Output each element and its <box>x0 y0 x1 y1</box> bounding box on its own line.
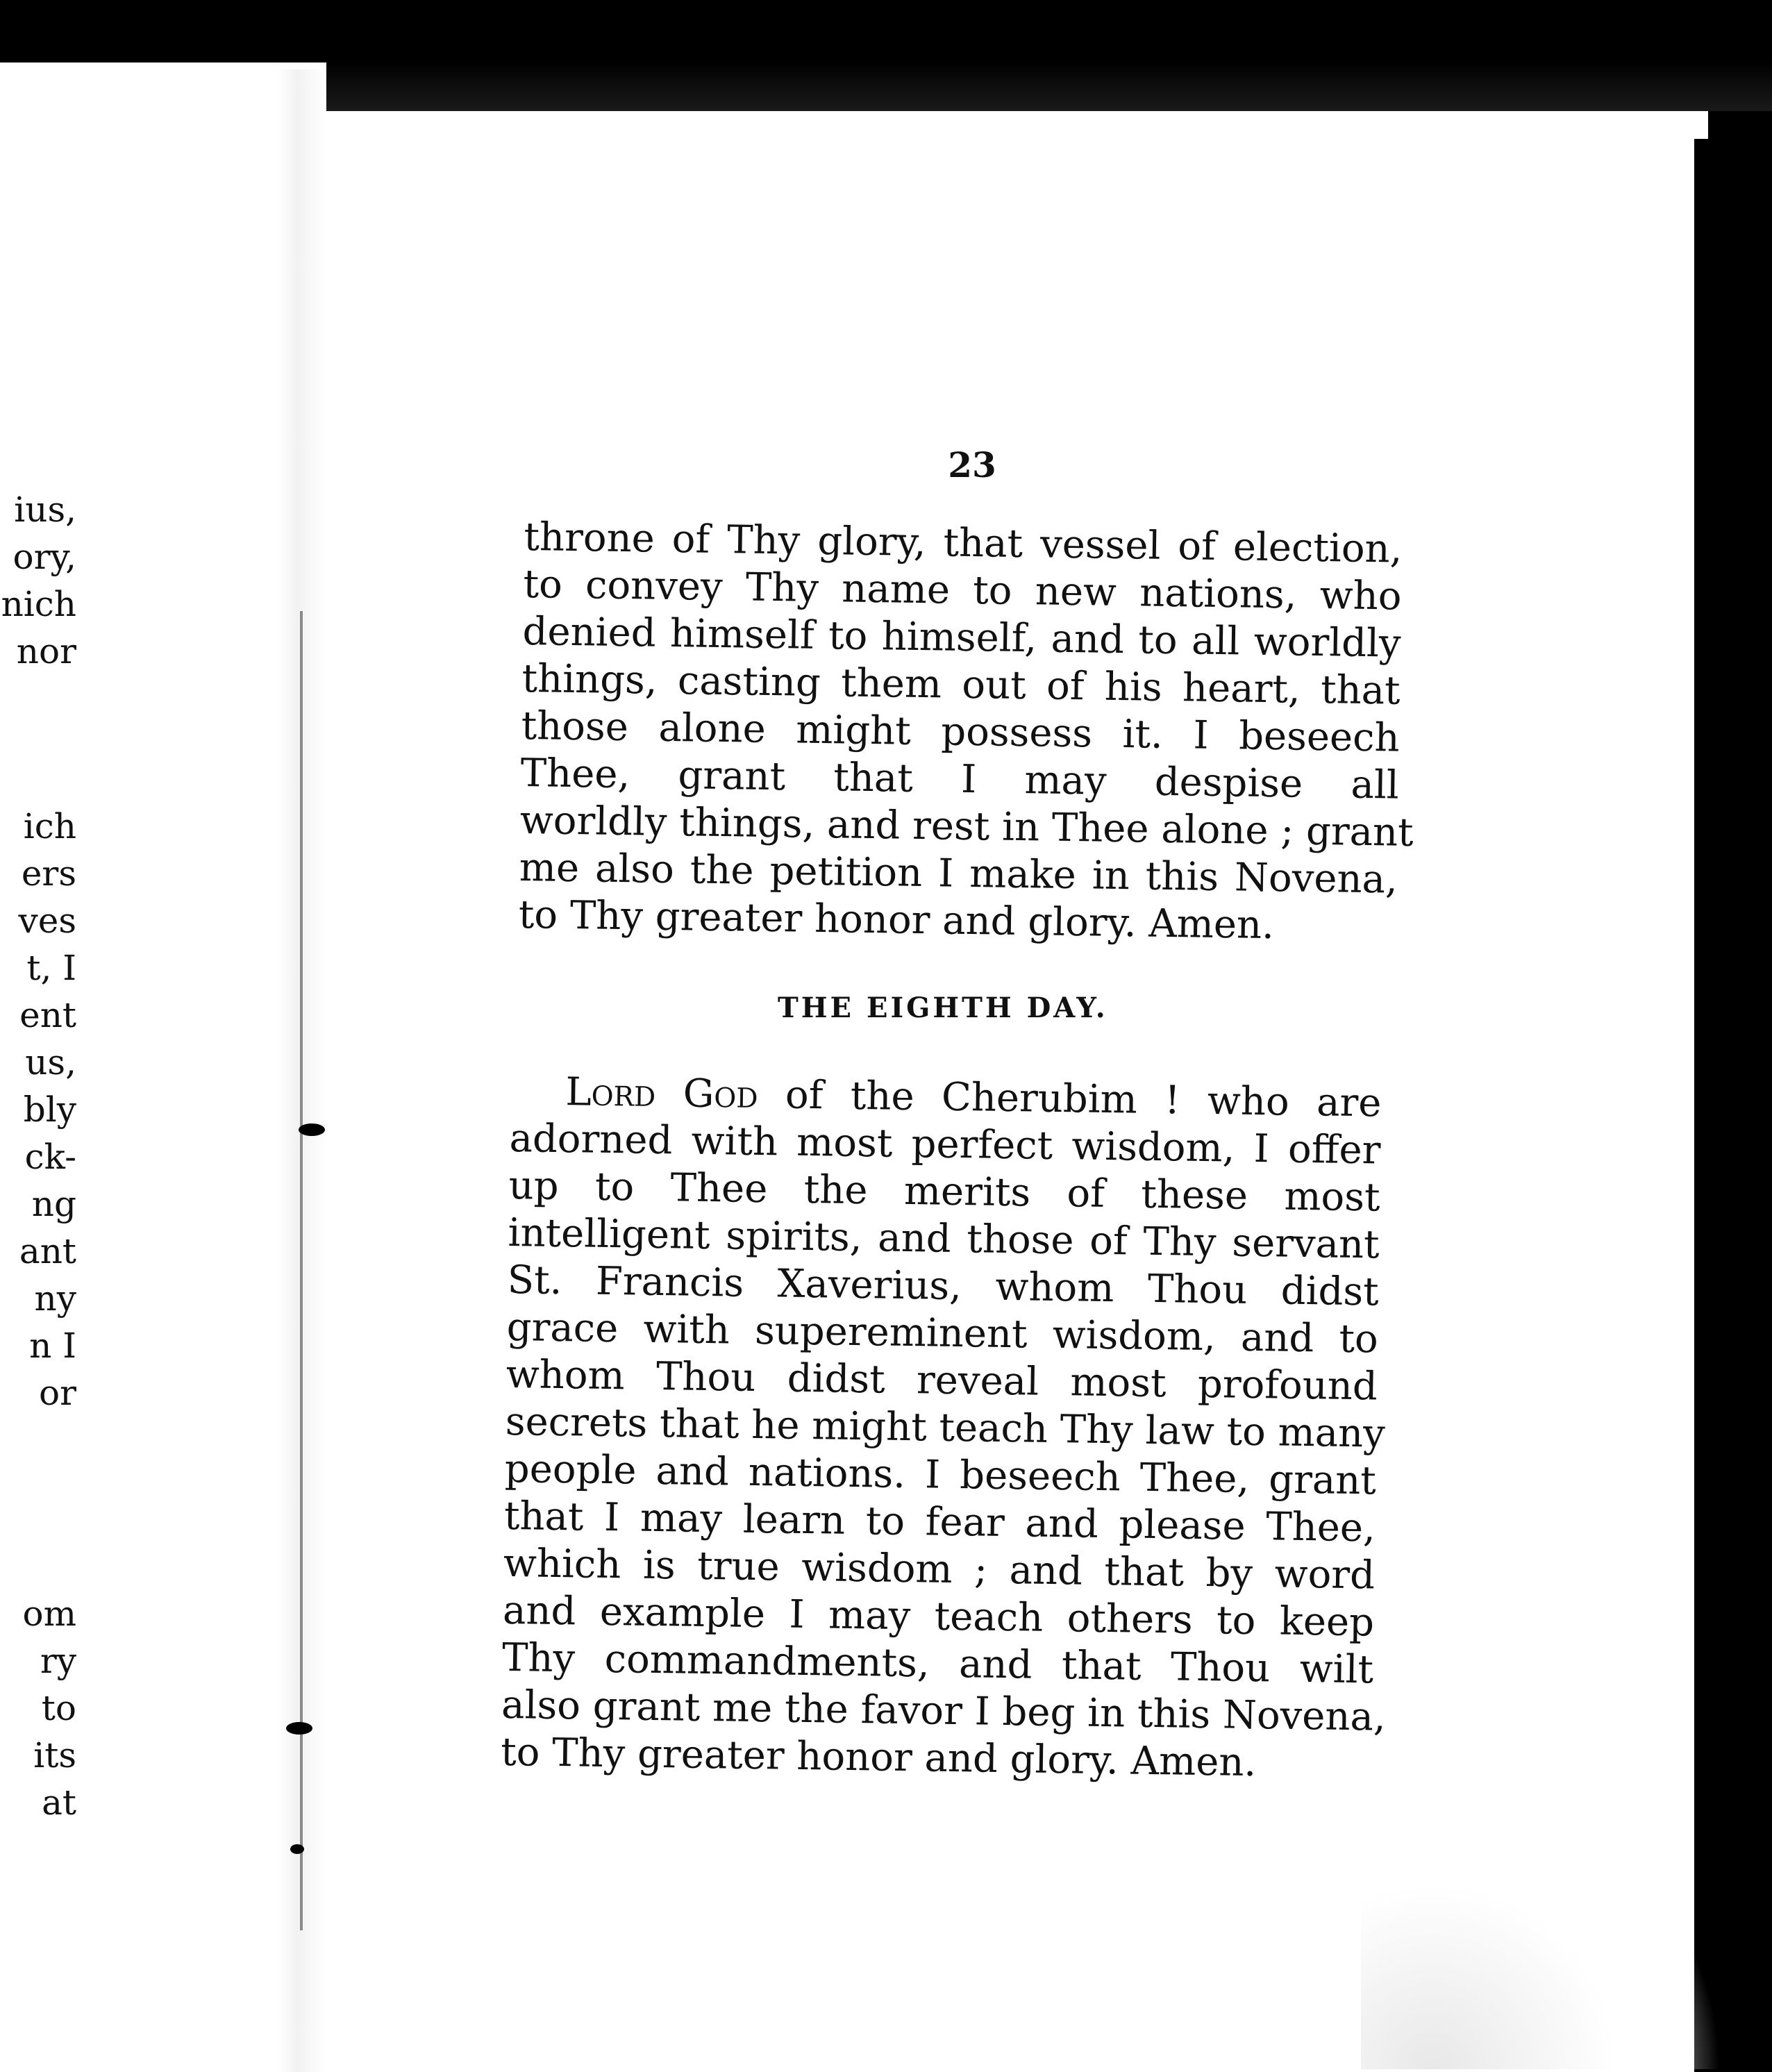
left-fragment: bly <box>23 1089 76 1130</box>
section-heading: THE EIGHTH DAY. <box>778 992 1108 1024</box>
text-line: worldly things, and rest in Thee alone ; grant <box>519 797 1414 855</box>
left-fragment: ich <box>23 806 76 846</box>
page-corner-curl <box>1361 1778 1722 2069</box>
left-fragment: ers <box>21 853 76 894</box>
text-line: denied himself to himself, and to all worldly <box>522 608 1401 667</box>
text-line: grace with supereminent wisdom, and to <box>506 1304 1379 1362</box>
left-fragment: at <box>42 1782 76 1823</box>
text-line: that I may learn to fear and please Thee, <box>503 1493 1376 1551</box>
left-fragment: or <box>38 1373 76 1413</box>
text-line: up to Thee the merits of these most <box>508 1162 1380 1221</box>
first-line-rest: of the Cherubim ! who are <box>758 1071 1382 1126</box>
text-line: throne of Thy glory, that vessel of election, <box>524 514 1403 572</box>
left-fragment: om <box>22 1594 76 1634</box>
text-line: and example I may teach others to keep <box>502 1587 1375 1646</box>
text-line: things, casting them out of his heart, that <box>521 655 1401 714</box>
left-fragment: t, I <box>26 948 76 988</box>
text-line: me also the petition I make in this Novena, <box>519 844 1398 903</box>
text-line: adorned with most perfect wisdom, I offer <box>509 1115 1381 1173</box>
text-line: Thee, grant that I may despise all <box>520 750 1400 808</box>
text-line: to Thy greater honor and glory. Amen. <box>518 892 1275 949</box>
left-fragment: n I <box>29 1326 76 1366</box>
left-fragment: ves <box>18 901 76 941</box>
left-fragment: nich <box>1 584 76 624</box>
left-fragment: nor <box>16 631 76 671</box>
text-line: Thy commandments, and that Thou wilt <box>501 1635 1374 1693</box>
left-fragment: ent <box>19 995 76 1035</box>
eighth-day-prayer <box>500 1068 1387 1788</box>
left-fragment: ant <box>19 1231 76 1271</box>
stitch-hole-icon <box>299 1123 325 1136</box>
text-line: also grant me the favor I beg in this Novena, <box>501 1682 1387 1740</box>
text-line: whom Thou didst reveal most profound <box>505 1351 1378 1410</box>
left-page-fragments-bottom <box>0 1590 76 1826</box>
left-fragment: ius, <box>14 490 76 530</box>
left-fragment: ry <box>40 1641 76 1681</box>
left-fragment: to <box>41 1688 76 1728</box>
page-number: 23 <box>948 444 996 485</box>
text-line: to Thy greater honor and glory. Amen. <box>500 1729 1257 1786</box>
stitch-hole-icon <box>290 1844 304 1854</box>
text-line: to convey Thy name to new nations, who <box>523 561 1402 619</box>
left-page-fragments-middle <box>0 803 76 1417</box>
text-line: secrets that he might teach Thy law to many <box>505 1398 1386 1457</box>
left-page-fragments-top <box>0 486 76 675</box>
text-line: those alone might possess it. I beseech <box>521 703 1401 761</box>
left-fragment: ny <box>34 1278 76 1319</box>
left-fragment: ng <box>31 1184 76 1224</box>
left-fragment: its <box>33 1735 76 1776</box>
left-fragment: ck- <box>24 1137 76 1177</box>
text-line: people and nations. I beseech Thee, grant <box>504 1446 1377 1504</box>
left-fragment: us, <box>25 1042 76 1083</box>
text-line: which is true wisdom ; and that by word <box>503 1540 1376 1598</box>
left-fragment: ory, <box>12 537 76 577</box>
stitch-hole-icon <box>286 1722 312 1735</box>
text-line: St. Francis Xaverius, whom Thou didst <box>507 1257 1380 1315</box>
text-line: intelligent spirits, and those of Thy servant <box>508 1210 1380 1268</box>
opening-words: Lord God <box>565 1069 759 1117</box>
prayer-continuation <box>518 514 1414 951</box>
